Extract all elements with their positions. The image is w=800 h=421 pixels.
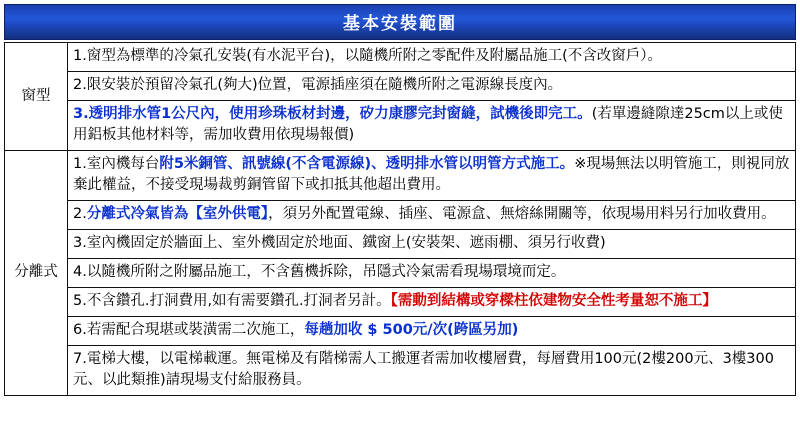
split-row-5 [68,288,796,317]
row-text: 6.若需配合現堪或裝潢需二次施工， [73,322,305,339]
row-text: 2. [73,206,87,223]
row-text: ※現場無法以明管施工，則視同放棄此權益，不接受現場裁剪銅管留下或扣抵其他超出費用。 [73,156,790,194]
row-text-warning: 【需動到結構或穿樑柱依建物安全性考量恕不施工】 [390,293,717,310]
table-row [5,259,796,288]
row-text: 3.室內機固定於牆面上、室外機固定於地面、鐵窗上(安裝架、遮雨棚、須另行收費) [73,235,606,252]
split-row-1 [68,151,796,201]
category-window: 窗型 [5,43,68,151]
row-text: 5.不含鑽孔.打洞費用,如有需要鑽孔.打洞者另計。 [73,293,391,310]
window-row-2 [68,72,796,101]
row-text: 1.室內機每台 [73,156,160,173]
table-row [5,151,796,201]
split-row-7 [68,346,796,396]
split-row-2 [68,201,796,230]
row-text-highlight: 3.透明排水管1公尺內，使用珍珠板材封邊，矽力康膠完封窗縫，試機後即完工。 [73,106,592,123]
category-split: 分離式 [5,151,68,396]
row-text: 1.窗型為標準的冷氣孔安裝(有水泥平台)，以隨機所附之零配件及附屬品施工(不含改窗戶）。 [73,48,663,64]
row-text: ，須另外配置電線、插座、電源盒、無熔絲開關等，依現場用料另行加收費用。 [268,206,776,223]
row-text: (若單邊縫隙達25cm以上或使用鋁板其他材料等，需加收費用依現場報價) [73,106,783,144]
table-row [5,346,796,396]
split-row-4 [68,259,796,288]
table-row [5,72,796,101]
row-text: 7.電梯大樓，以電梯載運。無電梯及有階梯需人工搬運者需加收樓層費，每層費用100元(2樓200元、3樓300元、以此類推)請現場支付給服務員。 [73,351,774,389]
table-row [5,317,796,346]
table-row [5,230,796,259]
row-text: 2.限安裝於預留冷氣孔(夠大)位置，電源插座須在隨機所附之電源線長度內。 [73,77,563,94]
table-row [5,201,796,230]
table-row [5,101,796,151]
row-text: 4.以隨機所附之附屬品施工，不含舊機拆除，吊隱式冷氣需看現場環境而定。 [73,264,566,281]
split-row-3 [68,230,796,259]
table-row [5,43,796,72]
row-text-highlight: 附5米銅管、訊號線(不含電源線)、透明排水管以明管方式施工。 [159,156,575,173]
row-text-highlight: 每趟加收 $ 500元/次(跨區另加) [304,322,519,339]
page-title: 基本安裝範圍 [4,4,796,40]
window-row-1 [68,43,796,72]
table-body [5,43,796,396]
row-text-highlight: 分離式冷氣皆為【室外供電】 [86,206,269,223]
split-row-6 [68,317,796,346]
installation-scope-table [4,42,796,396]
table-row [5,288,796,317]
window-row-3 [68,101,796,151]
